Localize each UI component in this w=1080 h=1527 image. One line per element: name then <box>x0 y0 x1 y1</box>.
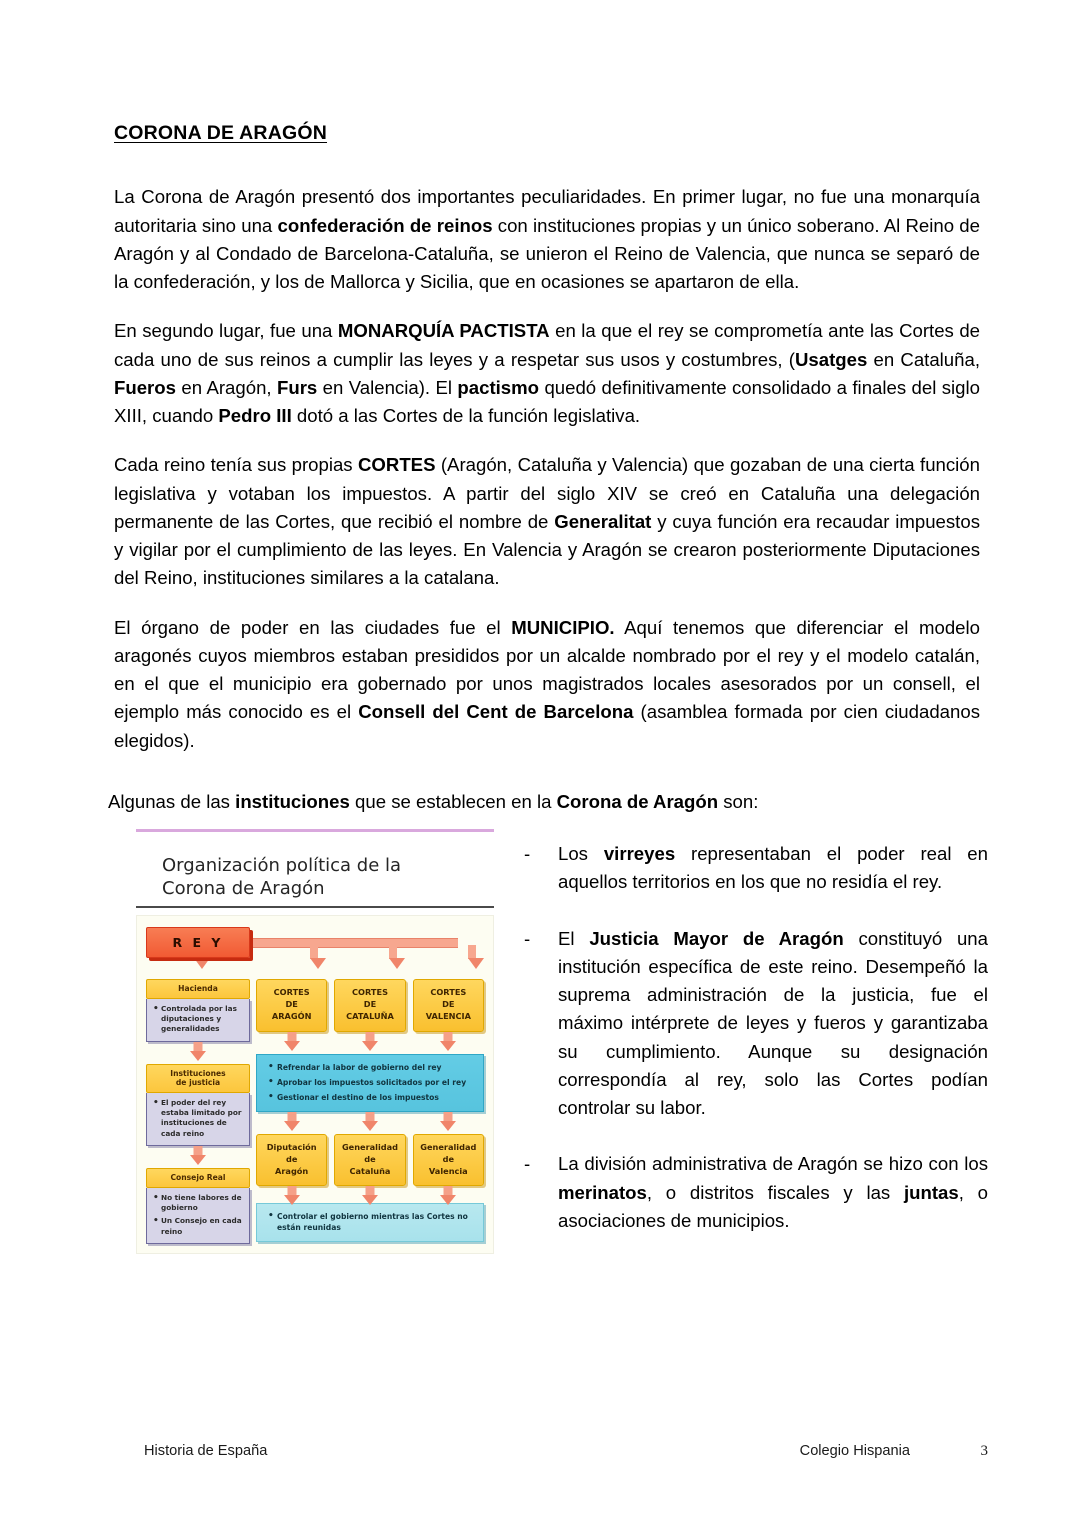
list-item <box>524 925 988 1123</box>
paragraph-2: En segundo lugar, fue una MONARQUÍA PACTISTA en la que el rey se comprometía ante las Cortes de cada uno de sus reinos a cumplir las leyes y a respetar sus usos y costumbres, (Usatges en Cataluña, Fueros en Aragón, Furs en Valencia). El pactismo quedó definitivamente consolidado a finales del siglo XIII, cuando Pedro III dotó a las Cortes de la función legislativa. <box>114 320 981 427</box>
list-item-dash: - <box>524 1153 531 1175</box>
arrow-cortes-cataluna-down <box>334 1032 405 1054</box>
arrow-to-diputacion-aragon <box>256 1112 327 1134</box>
node-delegation-functions <box>256 1203 484 1242</box>
arrows-functions-to-delegations <box>256 1112 484 1134</box>
list-item-text: Los virreyes representaban el poder real en aquellos territorios en los que no residía el rey. <box>558 843 988 893</box>
king-connector-bus <box>242 938 458 948</box>
arrow-to-generalidad-cataluna <box>334 1112 405 1134</box>
diagram-left-column <box>146 979 250 1244</box>
king-drop-cortes-cataluna <box>389 945 397 959</box>
node-cortes-valencia: CORTES DE VALENCIA <box>413 979 484 1032</box>
list-item <box>524 840 988 897</box>
king-arrowhead-cortes-cataluna <box>389 958 405 969</box>
list-item-dash: - <box>524 927 531 949</box>
figure-caption: Organización política de la Corona de Aragón <box>162 855 402 900</box>
node-consejo-real-header: Consejo Real <box>146 1168 250 1187</box>
node-consejo-real <box>146 1168 250 1244</box>
footer-page-number: 3 <box>980 1443 988 1459</box>
paragraph-4: El órgano de poder en las ciudades fue el MUNICIPIO. Aquí tenemos que diferenciar el modelo aragonés cuyos miembros estaban presididos por un alcalde nombrado por el rey y el modelo catalán, en el que el municipio era gobernado por unos magistrados locales asesorados por un consell, el ejemplo más conocido es el Consell del Cent de Barcelona (asamblea formada por cien ciudadanos elegidos). <box>114 616 980 751</box>
diagram-bullet: • Gestionar el destino de los impuestos <box>277 1092 477 1103</box>
cortes-functions-list <box>267 1062 477 1103</box>
diagram-bullet: • Aprobar los impuestos solicitados por el rey <box>277 1077 477 1088</box>
diagram-bullet: • Controlada por las diputaciones y generalidades <box>161 1004 245 1035</box>
list-item <box>524 1150 988 1235</box>
node-hacienda-bullets <box>152 1004 245 1035</box>
arrow-justicia-to-consejo <box>146 1146 250 1168</box>
list-item-dash: - <box>524 843 531 864</box>
king-arrowhead-cortes-aragon <box>310 958 326 969</box>
king-arrowhead-cortes-valencia <box>468 958 484 969</box>
node-consejo-real-body <box>146 1188 250 1244</box>
diagram-king-row <box>146 925 484 979</box>
institutions-intro-line: Algunas de las instituciones que se establecen en la Corona de Aragón son: <box>108 791 759 812</box>
arrows-delegations-to-functions <box>256 1186 484 1203</box>
page-title: CORONA DE ARAGÓN <box>114 122 328 144</box>
diagram-bullet: • El poder del rey estaba limitado por instituciones de cada reino <box>161 1098 245 1139</box>
document-body <box>114 122 980 755</box>
footer-subject: Historia de España <box>144 1443 268 1459</box>
footer-school: Colegio Hispania <box>799 1443 910 1459</box>
node-hacienda <box>146 979 250 1042</box>
organization-diagram <box>136 915 494 1254</box>
diagram-bullet: • Controlar el gobierno mientras las Cortes no están reunidas <box>277 1211 477 1233</box>
king-box: R E Y <box>146 927 250 958</box>
arrow-to-generalidad-valencia <box>413 1112 484 1134</box>
institutions-notes-list <box>524 840 988 1235</box>
node-cortes-cataluna: CORTES DE CATALUÑA <box>334 979 405 1032</box>
figure-bottom-rule <box>136 906 494 908</box>
arrow-cortes-valencia-down <box>413 1032 484 1054</box>
node-cortes-functions <box>256 1054 484 1112</box>
diagram-bullet: • Refrendar la labor de gobierno del rey <box>277 1062 477 1073</box>
king-drop-cortes-valencia <box>468 945 476 959</box>
delegation-functions-list <box>267 1211 477 1233</box>
node-instituciones-justicia-body <box>146 1093 250 1146</box>
node-instituciones-justicia <box>146 1064 250 1146</box>
node-instituciones-justicia-bullets <box>152 1098 245 1139</box>
cortes-row <box>256 979 484 1032</box>
paragraph-3: Cada reino tenía sus propias CORTES (Aragón, Cataluña y Valencia) que gozaban de una cierta función legislativa y votaban los impuestos. A partir del siglo XIV se creó en Cataluña una delegación permanente de las Cortes, que recibió el nombre de Generalitat y cuya función era recaudar impuestos y vigilar por el cumplimiento de las leyes. En Valencia y Aragón se crearon posteriormente Diputaciones del Reino, instituciones similares a la catalana. <box>114 454 980 589</box>
arrow-diputacion-aragon-down <box>256 1186 327 1203</box>
king-arrowhead-hacienda <box>194 958 210 969</box>
arrow-generalidad-cataluna-down <box>334 1186 405 1203</box>
node-diputacion-aragon: Diputación de Aragón <box>256 1134 327 1187</box>
figure-organizacion-politica <box>136 829 494 1254</box>
list-item-text: La división administrativa de Aragón se hizo con los merinatos, o distritos fiscales y las juntas, o asociaciones de municipios. <box>558 1153 988 1231</box>
paragraph-1: La Corona de Aragón presentó dos importantes peculiaridades. En primer lugar, no fue una monarquía autoritaria sino una confederación de reinos con instituciones propias y un único soberano. Al Reino de Aragón y al Condado de Barcelona-Cataluña, se unieron el Reino de Valencia, que nunca se separó de la confederación, y los de Mallorca y Sicilia, que en ocasiones se apartaron de ella. <box>114 186 980 293</box>
diagram-right-column <box>256 979 484 1242</box>
node-generalidad-cataluna: Generalidad de Cataluña <box>334 1134 405 1187</box>
arrow-cortes-aragon-down <box>256 1032 327 1054</box>
king-drop-cortes-aragon <box>310 945 318 959</box>
node-instituciones-justicia-header: Instituciones de justicia <box>146 1064 250 1093</box>
node-cortes-aragon: CORTES DE ARAGÓN <box>256 979 327 1032</box>
arrows-cortes-to-functions <box>256 1032 484 1054</box>
diagram-columns <box>146 979 484 1244</box>
diagram-bullet: • No tiene labores de gobierno <box>161 1193 245 1214</box>
delegations-row <box>256 1134 484 1187</box>
node-hacienda-header: Hacienda <box>146 979 250 998</box>
list-item-text: El Justicia Mayor de Aragón constituyó una institución específica de este reino. Desempeñó la suprema administración de la justicia, fue el máximo intérprete de leyes y fueros y garantizaba su cumplimiento. Aunque su designación correspondía al rey, solo las Cortes podían controlar su labor. <box>558 927 988 1118</box>
arrow-hacienda-to-justicia <box>146 1042 250 1064</box>
page-footer <box>144 1443 988 1460</box>
diagram-bullet: • Un Consejo en cada reino <box>161 1216 245 1237</box>
node-generalidad-valencia: Generalidad de Valencia <box>413 1134 484 1187</box>
arrow-generalidad-valencia-down <box>413 1186 484 1203</box>
node-hacienda-body <box>146 999 250 1042</box>
node-consejo-real-bullets <box>152 1193 245 1237</box>
